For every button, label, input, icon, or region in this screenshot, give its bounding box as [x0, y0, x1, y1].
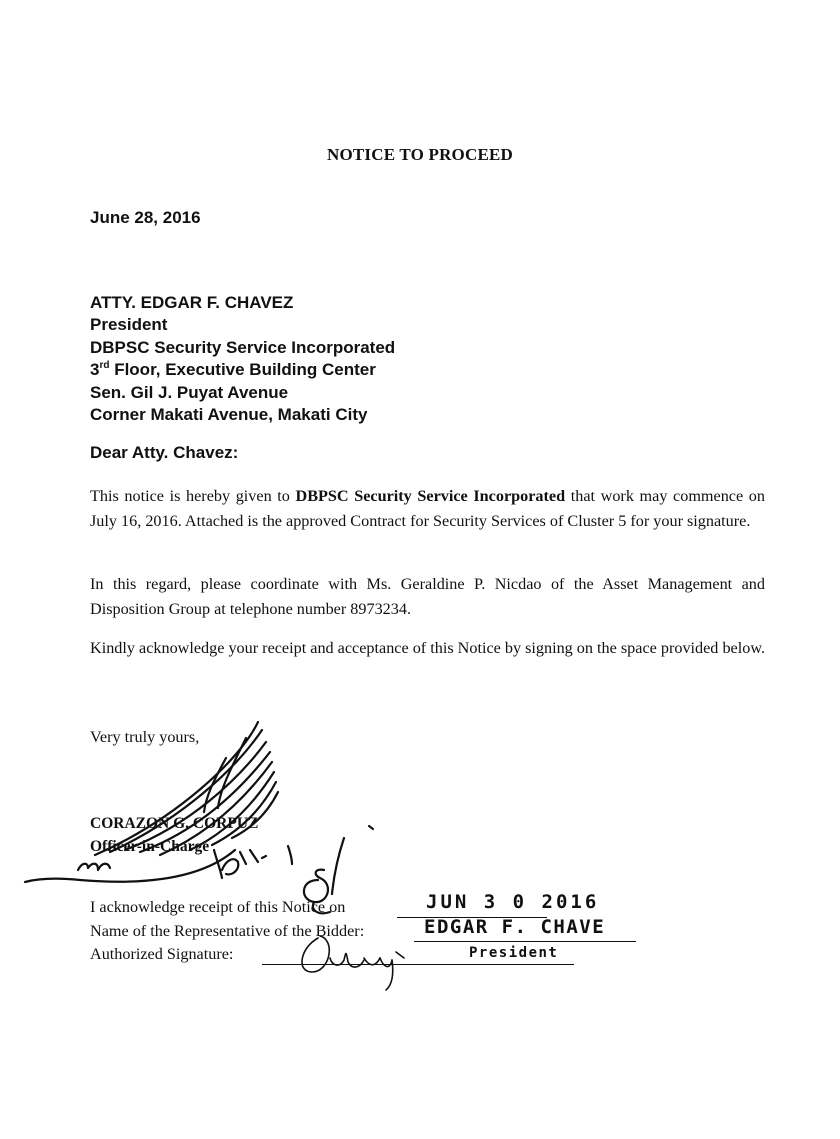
officer-signature — [25, 722, 373, 913]
stamped-representative-name: EDGAR F. CHAVE — [424, 916, 606, 938]
addressee-city: Corner Makati Avenue, Makati City — [90, 405, 368, 425]
signatory-title: Officer-in-Charge — [90, 838, 210, 855]
stamped-receipt-date: JUN 3 0 2016 — [426, 891, 600, 913]
stamped-representative-title: President — [469, 945, 559, 961]
representative-label: Name of the Representative of the Bidder: — [90, 922, 365, 940]
body-paragraph-3: Kindly acknowledge your receipt and acceptance of this Notice by signing on the space provided below. — [90, 639, 766, 657]
addressee-company: DBPSC Security Service Incorporated — [90, 337, 396, 357]
company-name-bold: DBPSC Security Service Incorporated — [295, 487, 566, 505]
document-title: NOTICE TO PROCEED — [326, 145, 514, 164]
closing: Very truly yours, — [90, 728, 200, 746]
addressee-name: ATTY. EDGAR F. CHAVEZ — [90, 293, 294, 312]
signatory-name: CORAZON G. CORPUZ — [90, 815, 259, 832]
addressee-street: Sen. Gil J. Puyat Avenue — [90, 382, 289, 402]
signature-label: Authorized Signature: — [90, 945, 234, 963]
addressee-position: President — [90, 315, 168, 335]
addressee-floor: 3rd Floor, Executive Building Center — [90, 360, 376, 380]
representative-signature — [302, 936, 404, 990]
receipt-label: I acknowledge receipt of this Notice on — [90, 898, 346, 916]
letter-date: June 28, 2016 — [90, 208, 201, 227]
body-paragraph-2: In this regard, please coordinate with Ms. Geraldine P. Nicdao of the Asset Management and Disposition Group at telephone number 8973234. — [90, 575, 765, 618]
salutation: Dear Atty. Chavez: — [90, 443, 239, 462]
body-paragraph-1: This notice is hereby given to DBPSC Security Service Incorporated that work may commence on July 16, 2016. Attached is the approved Contract for Security Services of Cluster 5 for your signature. — [90, 487, 765, 530]
